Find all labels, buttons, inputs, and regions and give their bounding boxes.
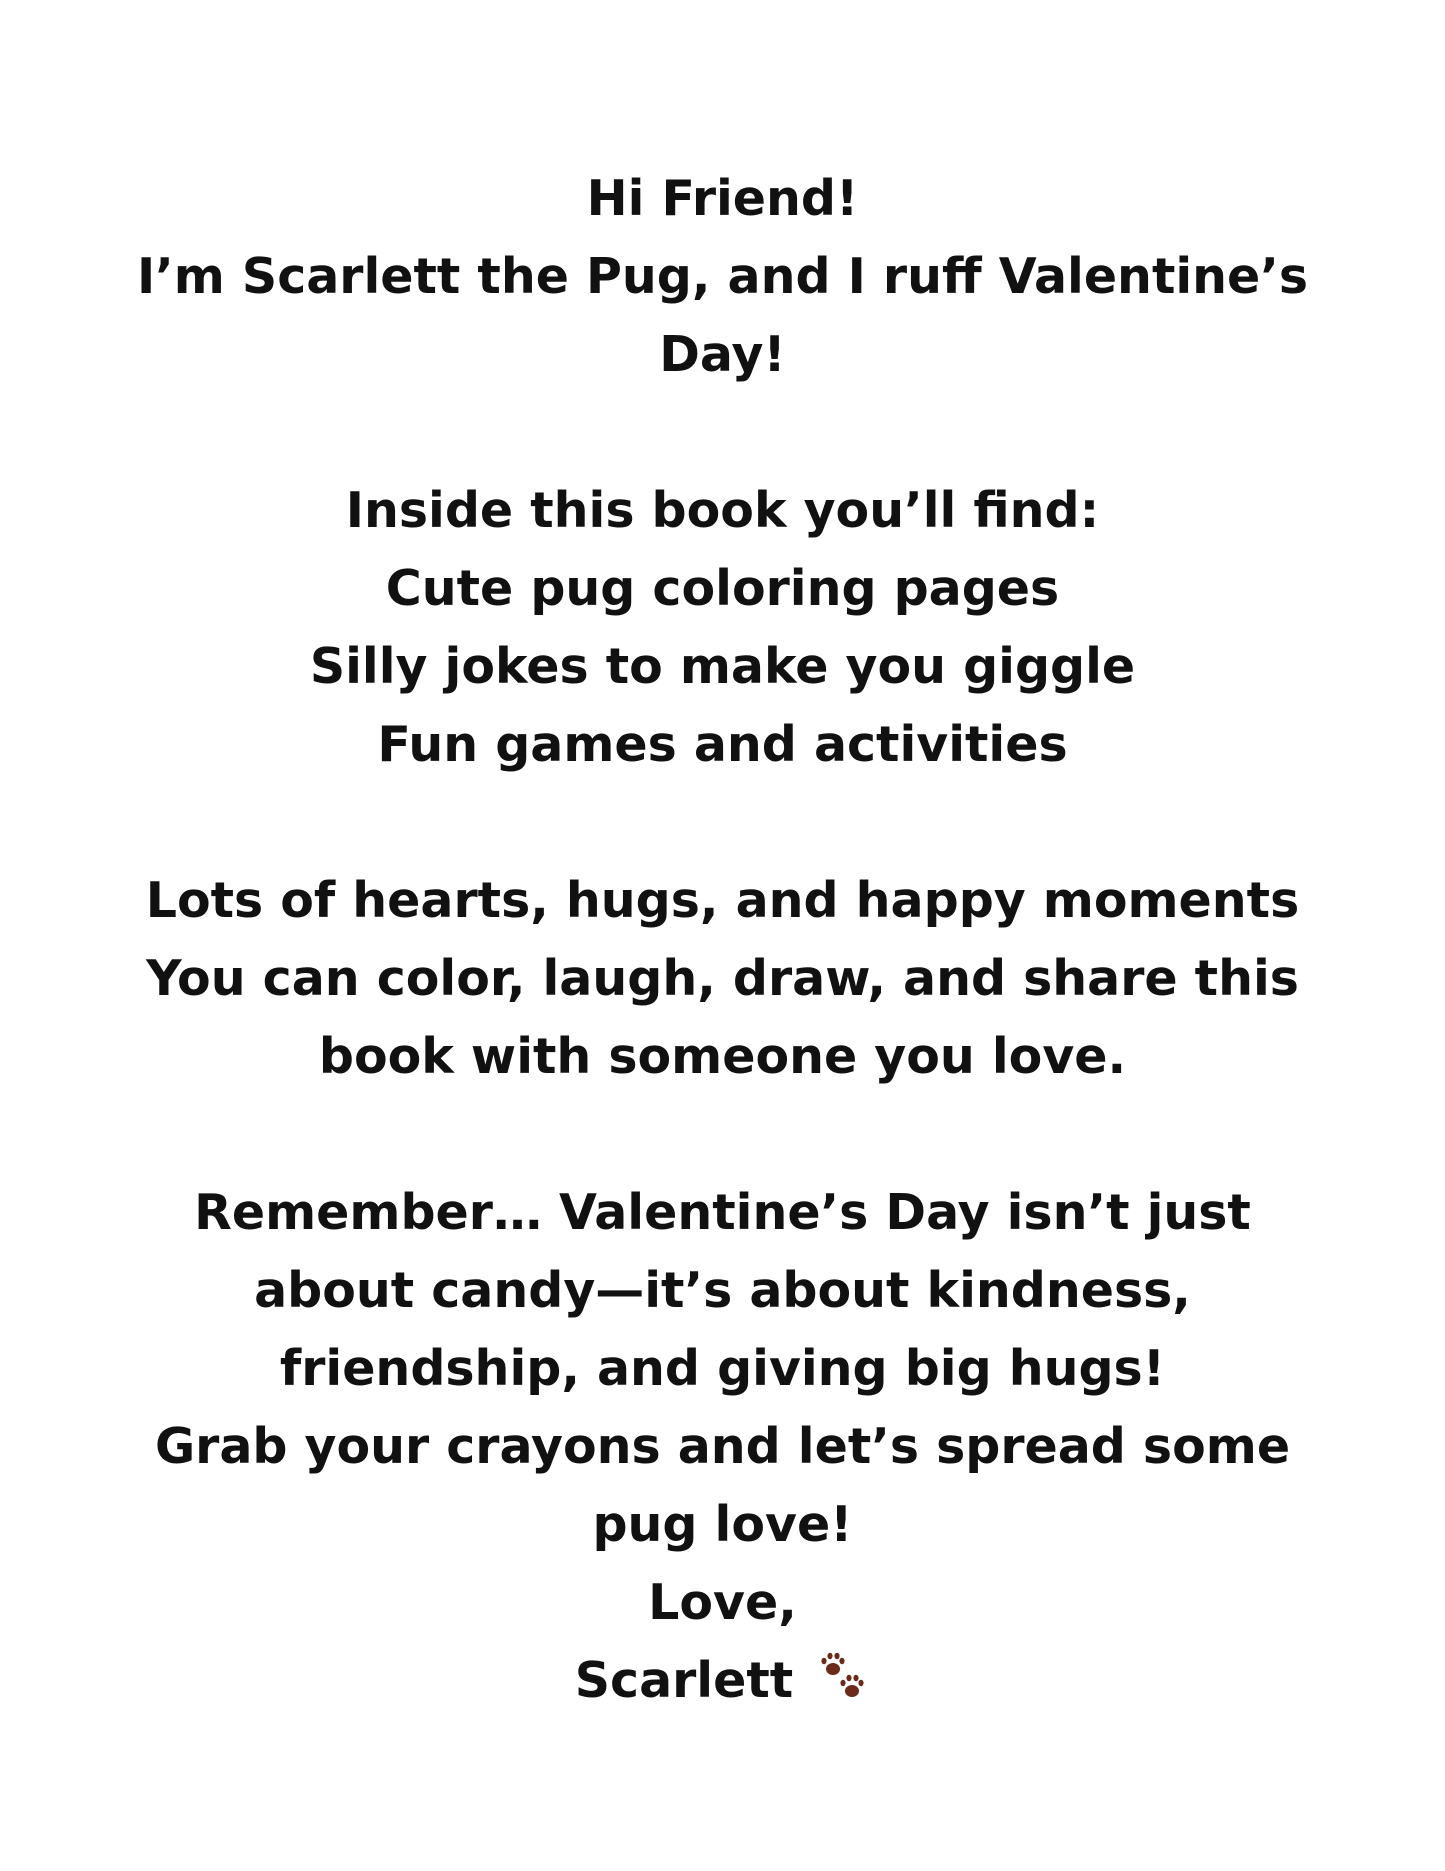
paragraph-line: about candy—it’s about kindness, bbox=[254, 1262, 1191, 1319]
signature: Scarlett bbox=[574, 1652, 794, 1709]
intro-line: Day! bbox=[659, 326, 786, 383]
paragraph-line: friendship, and giving big hugs! bbox=[279, 1340, 1166, 1397]
paragraph-line: Grab your crayons and let’s spread some bbox=[154, 1418, 1291, 1475]
paw-prints-icon bbox=[816, 1650, 870, 1704]
paragraph-line: Lots of hearts, hugs, and happy moments bbox=[145, 872, 1300, 929]
list-item: Silly jokes to make you giggle bbox=[309, 638, 1136, 695]
paragraph-gap bbox=[120, 1096, 1325, 1174]
greeting: Hi Friend! bbox=[586, 170, 859, 227]
closing: Love, bbox=[648, 1574, 797, 1631]
paragraph-gap bbox=[120, 394, 1325, 472]
paragraph-gap bbox=[120, 784, 1325, 862]
paragraph-line: book with someone you love. bbox=[318, 1028, 1127, 1085]
inside-heading: Inside this book you’ll find: bbox=[345, 482, 1100, 539]
list-item: Fun games and activities bbox=[377, 716, 1068, 773]
signature-line bbox=[120, 1642, 1325, 1720]
list-item: Cute pug coloring pages bbox=[385, 560, 1060, 617]
paragraph-line: Remember… Valentine’s Day isn’t just bbox=[194, 1184, 1251, 1241]
intro-line: I’m Scarlett the Pug, and I ruff Valentine’s bbox=[136, 248, 1309, 305]
paragraph-line: You can color, laugh, draw, and share this bbox=[146, 950, 1299, 1007]
paragraph-line: pug love! bbox=[592, 1496, 853, 1553]
letter-body bbox=[120, 160, 1325, 1720]
